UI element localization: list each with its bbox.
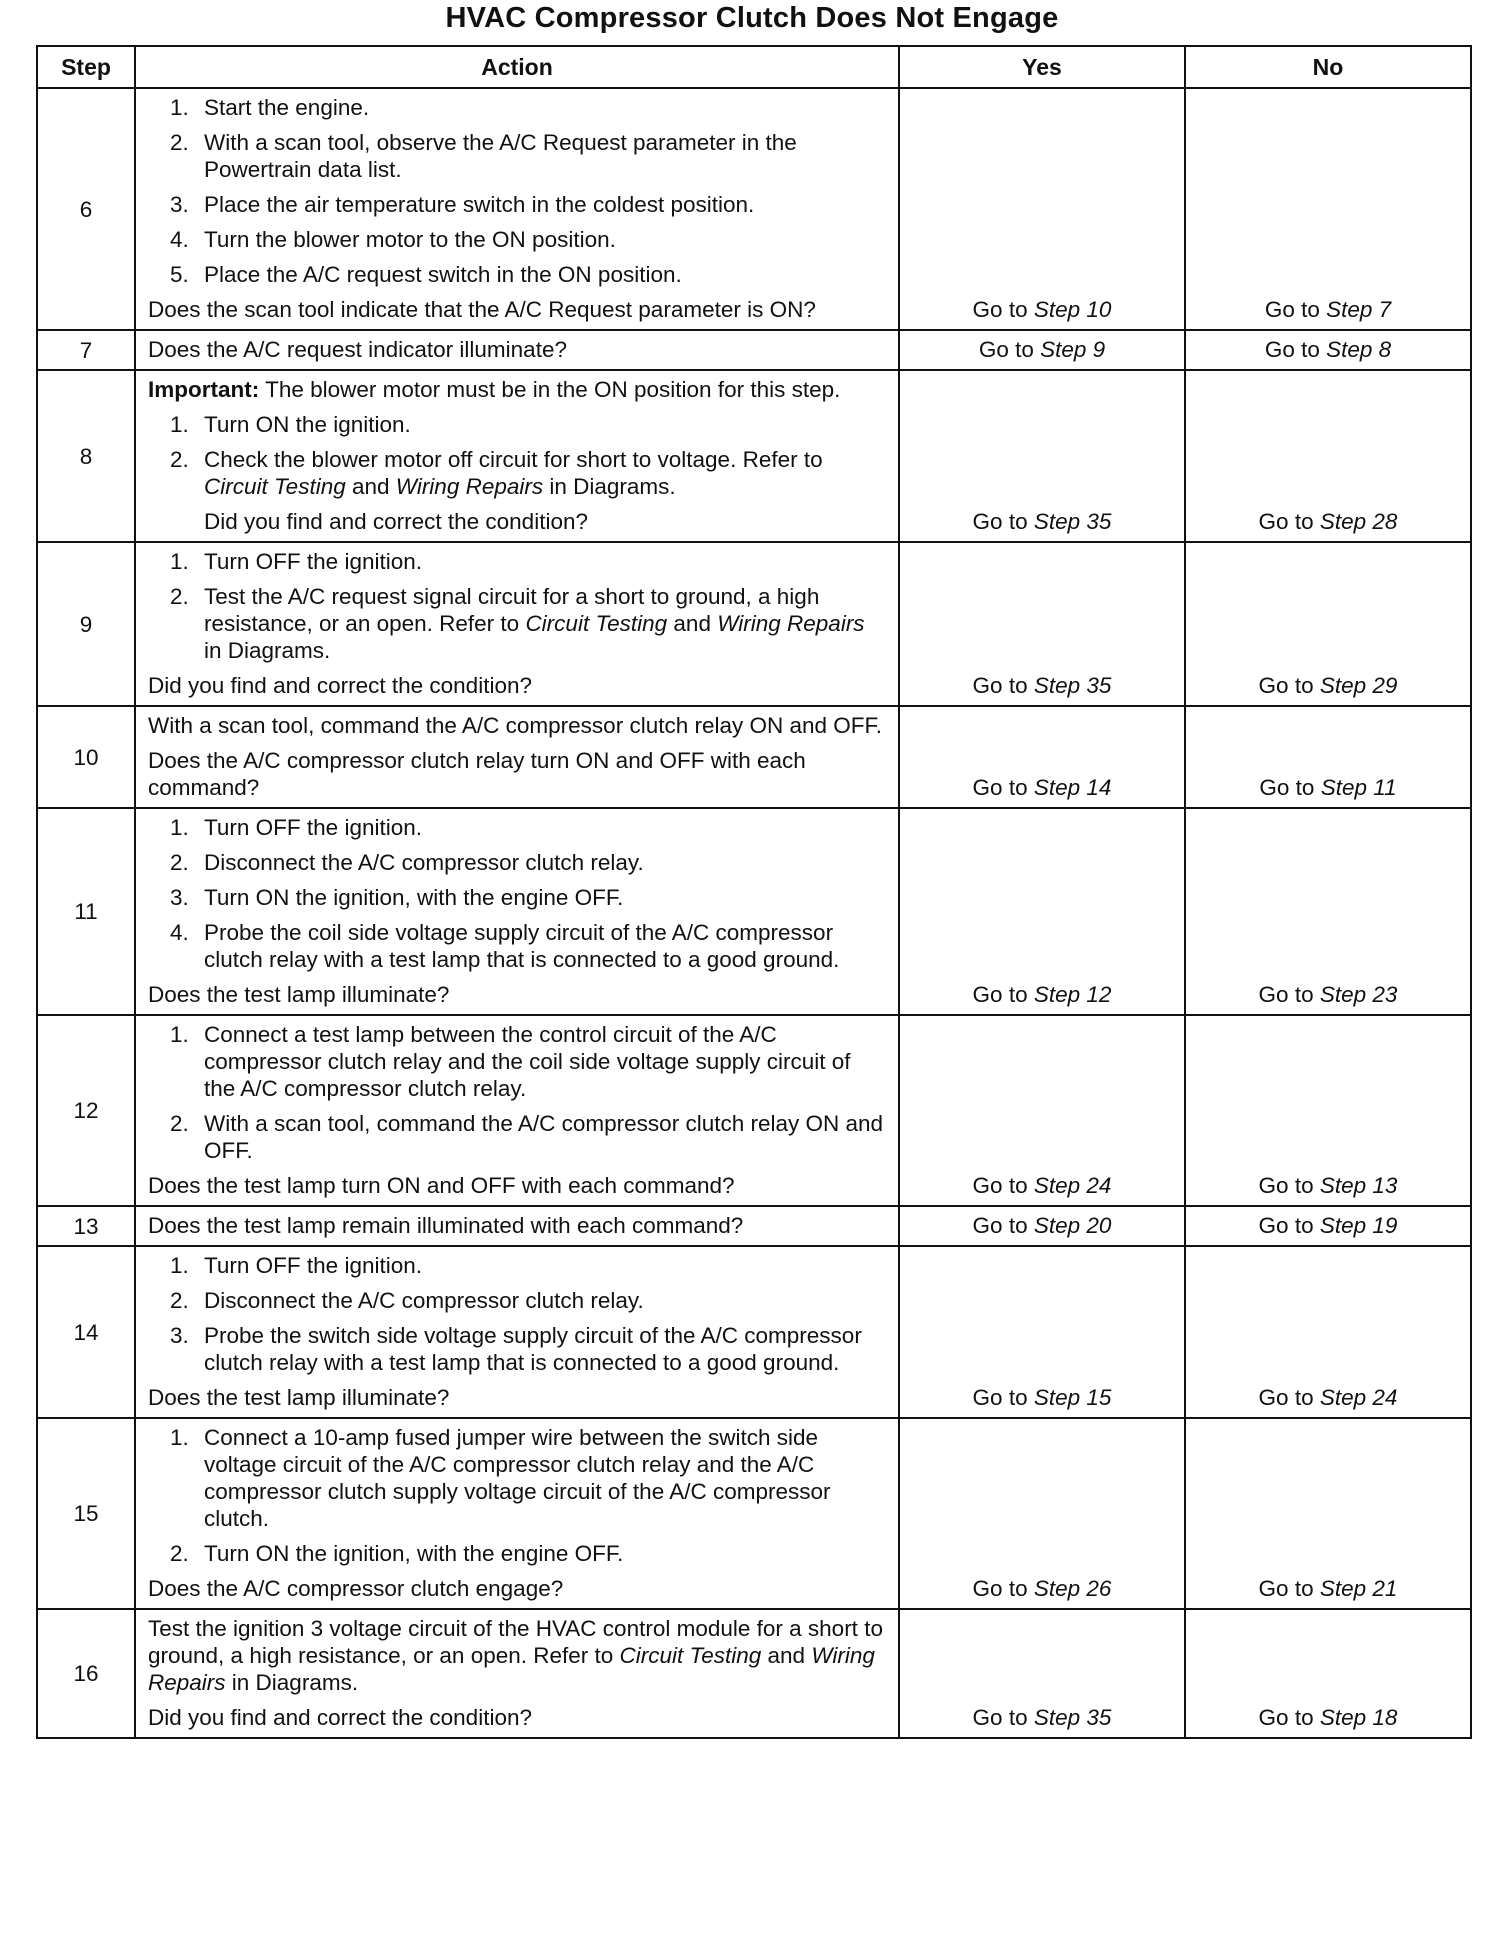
goto-label: Go to (972, 509, 1028, 534)
action-steps-list (148, 814, 888, 973)
action-cell (135, 88, 899, 330)
step-reference (1034, 982, 1112, 1007)
reference-link-text: Circuit Testing (525, 611, 668, 636)
step-target-number: 26 (1086, 1576, 1112, 1601)
text-fragment: Turn OFF the ignition. (204, 549, 423, 574)
step-reference (1320, 1385, 1398, 1410)
text-fragment: Probe the switch side voltage supply circuit of the A/C compressor clutch relay with a test lamp that is connected to a good ground. (204, 1323, 862, 1375)
action-question (148, 672, 888, 699)
text-fragment: Turn OFF the ignition. (204, 815, 423, 840)
step-target-number: 20 (1086, 1213, 1112, 1238)
page-title: HVAC Compressor Clutch Does Not Engage (445, 2, 1059, 34)
text-fragment: and (761, 1643, 812, 1668)
yes-outcome (899, 370, 1185, 542)
no-outcome (1185, 88, 1471, 330)
step-word: Step (1033, 297, 1081, 322)
list-item-number: 4. (170, 920, 189, 945)
text-fragment: in Diagrams. (204, 638, 331, 663)
text-fragment: Does the A/C compressor clutch relay turn ON and OFF with each command? (148, 748, 806, 800)
yes-outcome (899, 1015, 1185, 1206)
text-fragment: Does the A/C compressor clutch engage? (148, 1576, 564, 1601)
action-steps-list (148, 1021, 888, 1164)
step-target-number: 13 (1372, 1173, 1398, 1198)
list-item (148, 919, 888, 973)
text-fragment: Place the A/C request switch in the ON position. (204, 262, 682, 287)
goto-label: Go to (1258, 1173, 1314, 1198)
step-word: Step (1320, 775, 1367, 800)
step-target-number: 18 (1372, 1705, 1398, 1730)
list-item-number: 2. (170, 130, 189, 155)
action-cell (135, 706, 899, 808)
no-outcome (1185, 1246, 1471, 1418)
step-number: 13 (37, 1206, 135, 1246)
table-body (37, 88, 1471, 1738)
action-cell (135, 1418, 899, 1609)
reference-link-text: Circuit Testing (619, 1643, 762, 1668)
step-target-number: 35 (1086, 509, 1112, 534)
step-word: Step (1326, 337, 1373, 362)
text-fragment: Turn ON the ignition. (204, 412, 411, 437)
goto-label: Go to (1258, 1385, 1314, 1410)
table-row (37, 88, 1471, 330)
step-reference (1034, 297, 1112, 322)
text-fragment: With a scan tool, observe the A/C Request parameter in the Powertrain data list. (204, 130, 797, 182)
step-reference (1321, 775, 1397, 800)
table-row (37, 370, 1471, 542)
reference-link-text: Wiring Repairs (148, 1643, 875, 1695)
action-steps-list (148, 411, 888, 500)
no-outcome (1185, 542, 1471, 706)
step-number: 9 (37, 542, 135, 706)
step-reference (1326, 297, 1391, 322)
list-item-number: 2. (170, 447, 189, 472)
text-fragment: Does the scan tool indicate that the A/C Request parameter is ON? (148, 297, 816, 322)
list-item-number: 1. (170, 549, 189, 574)
no-outcome (1185, 1206, 1471, 1246)
action-steps-list (148, 548, 888, 664)
list-item-number: 5. (170, 262, 189, 287)
header-yes: Yes (899, 46, 1185, 88)
action-cell (135, 1015, 899, 1206)
step-reference (1320, 509, 1398, 534)
goto-label: Go to (972, 1213, 1028, 1238)
list-item-number: 3. (170, 1323, 189, 1348)
action-cell (135, 1246, 899, 1418)
text-fragment: Connect a 10-amp fused jumper wire between the switch side voltage circuit of the A/C compressor clutch relay and the A/C compressor clutch supply voltage circuit of the A/C compressor clutch. (204, 1425, 831, 1531)
goto-label: Go to (1258, 982, 1314, 1007)
step-reference (1040, 337, 1105, 362)
step-reference (1320, 1576, 1398, 1601)
step-reference (1320, 1705, 1398, 1730)
step-number: 10 (37, 706, 135, 808)
step-target-number: 10 (1086, 297, 1112, 322)
yes-outcome (899, 330, 1185, 370)
step-target-number: 8 (1378, 337, 1392, 362)
list-item-number: 2. (170, 584, 189, 609)
text-fragment: Check the blower motor off circuit for short to voltage. Refer to (204, 447, 823, 472)
step-target-number: 35 (1086, 1705, 1112, 1730)
step-number: 11 (37, 808, 135, 1015)
no-outcome (1185, 1015, 1471, 1206)
step-target-number: 35 (1086, 673, 1112, 698)
yes-outcome (899, 1246, 1185, 1418)
table-row (37, 1206, 1471, 1246)
list-item-number: 1. (170, 1253, 189, 1278)
text-fragment: Start the engine. (204, 95, 370, 120)
header-no: No (1185, 46, 1471, 88)
text-fragment: Does the A/C request indicator illuminate? (148, 337, 567, 362)
goto-label: Go to (978, 337, 1034, 362)
list-item (148, 1110, 888, 1164)
list-item (148, 548, 888, 575)
text-fragment: Does the test lamp illuminate? (148, 982, 450, 1007)
text-fragment: With a scan tool, command the A/C compressor clutch relay ON and OFF. (204, 1111, 884, 1163)
step-reference (1034, 1705, 1112, 1730)
action-cell (135, 808, 899, 1015)
yes-outcome (899, 1418, 1185, 1609)
goto-label: Go to (1258, 1213, 1314, 1238)
step-word: Step (1319, 1385, 1367, 1410)
reference-link-text: Wiring Repairs (395, 474, 544, 499)
action-question (148, 981, 888, 1008)
step-word: Step (1033, 1576, 1081, 1601)
goto-label: Go to (972, 982, 1028, 1007)
step-target-number: 29 (1372, 673, 1398, 698)
text-fragment: Did you find and correct the condition? (148, 1705, 532, 1730)
action-question (148, 1704, 888, 1731)
header-step: Step (37, 46, 135, 88)
step-word: Step (1319, 1705, 1367, 1730)
table-row (37, 808, 1471, 1015)
no-outcome (1185, 370, 1471, 542)
no-outcome (1185, 1418, 1471, 1609)
important-text: The blower motor must be in the ON position for this step. (265, 377, 841, 402)
step-word: Step (1033, 982, 1081, 1007)
table-row (37, 542, 1471, 706)
no-outcome (1185, 330, 1471, 370)
step-target-number: 15 (1086, 1385, 1112, 1410)
action-question (148, 1384, 888, 1411)
header-action: Action (135, 46, 899, 88)
step-reference (1320, 1173, 1398, 1198)
list-item-number: 3. (170, 192, 189, 217)
text-fragment: and (667, 611, 718, 636)
yes-outcome (899, 88, 1185, 330)
list-item-number: 4. (170, 227, 189, 252)
step-reference (1034, 1213, 1112, 1238)
list-item (148, 226, 888, 253)
step-reference (1034, 509, 1112, 534)
action-steps-list (148, 1252, 888, 1376)
text-fragment: Turn OFF the ignition. (204, 1253, 423, 1278)
yes-outcome (899, 1609, 1185, 1738)
table-row (37, 1418, 1471, 1609)
step-word: Step (1326, 297, 1373, 322)
step-word: Step (1319, 1576, 1367, 1601)
yes-outcome (899, 808, 1185, 1015)
yes-outcome (899, 706, 1185, 808)
step-number: 8 (37, 370, 135, 542)
step-target-number: 12 (1086, 982, 1112, 1007)
step-target-number: 24 (1372, 1385, 1398, 1410)
step-word: Step (1319, 509, 1367, 534)
goto-label: Go to (1258, 1705, 1314, 1730)
text-fragment: in Diagrams. (543, 474, 676, 499)
step-word: Step (1033, 1173, 1081, 1198)
step-word: Step (1319, 1173, 1367, 1198)
step-number: 14 (37, 1246, 135, 1418)
action-steps-list (148, 94, 888, 288)
step-target-number: 23 (1372, 982, 1398, 1007)
list-item (148, 884, 888, 911)
text-fragment: Does the test lamp remain illuminated with each command? (148, 1213, 744, 1238)
no-outcome (1185, 808, 1471, 1015)
action-question (148, 336, 888, 363)
step-target-number: 21 (1372, 1576, 1398, 1601)
step-reference (1320, 1213, 1398, 1238)
text-fragment: Disconnect the A/C compressor clutch relay. (204, 1288, 644, 1313)
list-item (148, 1540, 888, 1567)
action-steps-list (148, 1424, 888, 1567)
step-number: 15 (37, 1418, 135, 1609)
no-outcome (1185, 1609, 1471, 1738)
goto-label: Go to (1258, 1576, 1314, 1601)
list-item (148, 261, 888, 288)
list-item (148, 1021, 888, 1102)
step-word: Step (1033, 673, 1081, 698)
step-reference (1320, 673, 1398, 698)
goto-label: Go to (1264, 337, 1320, 362)
text-fragment: Did you find and correct the condition? (204, 509, 588, 534)
step-reference (1034, 775, 1112, 800)
step-word: Step (1319, 982, 1367, 1007)
action-cell (135, 1206, 899, 1246)
yes-outcome (899, 1206, 1185, 1246)
list-item (148, 191, 888, 218)
goto-label: Go to (1259, 775, 1315, 800)
text-fragment: Turn ON the ignition, with the engine OFF. (204, 1541, 624, 1566)
reference-link-text: Circuit Testing (204, 474, 346, 499)
goto-label: Go to (1258, 509, 1314, 534)
step-number: 16 (37, 1609, 135, 1738)
action-question (148, 1575, 888, 1602)
step-reference (1320, 982, 1398, 1007)
action-paragraph (148, 712, 888, 739)
action-question (148, 296, 888, 323)
text-fragment: and (345, 474, 396, 499)
step-target-number: 9 (1092, 337, 1106, 362)
action-question (148, 508, 888, 535)
text-fragment: Does the test lamp turn ON and OFF with each command? (148, 1173, 735, 1198)
goto-label: Go to (972, 673, 1028, 698)
action-paragraph (148, 1615, 888, 1696)
action-question (148, 1212, 888, 1239)
step-target-number: 19 (1372, 1213, 1398, 1238)
table-row (37, 1609, 1471, 1738)
goto-label: Go to (1264, 297, 1320, 322)
list-item (148, 94, 888, 121)
text-fragment: Did you find and correct the condition? (148, 673, 532, 698)
step-reference (1034, 1576, 1112, 1601)
text-fragment: Disconnect the A/C compressor clutch relay. (204, 850, 644, 875)
list-item-number: 2. (170, 1288, 189, 1313)
step-reference (1034, 1385, 1112, 1410)
step-target-number: 11 (1373, 775, 1397, 800)
list-item (148, 1322, 888, 1376)
reference-link-text: Wiring Repairs (717, 611, 865, 636)
list-item-number: 1. (170, 95, 189, 120)
step-word: Step (1033, 1385, 1081, 1410)
text-fragment: Place the air temperature switch in the coldest position. (204, 192, 755, 217)
important-label: Important: (148, 377, 260, 402)
list-item (148, 814, 888, 841)
step-number: 7 (37, 330, 135, 370)
step-word: Step (1033, 775, 1081, 800)
step-number: 12 (37, 1015, 135, 1206)
step-word: Step (1319, 673, 1367, 698)
table-row (37, 1015, 1471, 1206)
list-item-number: 2. (170, 850, 189, 875)
goto-label: Go to (972, 1705, 1028, 1730)
step-word: Step (1319, 1213, 1367, 1238)
text-fragment: in Diagrams. (225, 1670, 359, 1695)
table-row (37, 330, 1471, 370)
text-fragment: Does the test lamp illuminate? (148, 1385, 450, 1410)
step-word: Step (1033, 1705, 1081, 1730)
text-fragment: Probe the coil side voltage supply circuit of the A/C compressor clutch relay with a test lamp that is connected to a good ground. (204, 920, 840, 972)
text-fragment: Test the A/C request signal circuit for a short to ground, a high resistance, or an open. Refer to (204, 584, 820, 636)
text-fragment: Test the ignition 3 voltage circuit of the HVAC control module for a short to ground, a high resistance, or an open. Refer to (148, 1616, 883, 1668)
list-item-number: 1. (170, 815, 189, 840)
step-target-number: 14 (1086, 775, 1112, 800)
goto-label: Go to (972, 775, 1028, 800)
table-row (37, 706, 1471, 808)
list-item-number: 1. (170, 1022, 189, 1047)
goto-label: Go to (972, 297, 1028, 322)
no-outcome (1185, 706, 1471, 808)
step-number: 6 (37, 88, 135, 330)
list-item (148, 411, 888, 438)
list-item-number: 1. (170, 412, 189, 437)
step-target-number: 28 (1372, 509, 1398, 534)
list-item (148, 583, 888, 664)
list-item (148, 1424, 888, 1532)
list-item (148, 849, 888, 876)
table-row (37, 1246, 1471, 1418)
text-fragment: Turn the blower motor to the ON position. (204, 227, 616, 252)
step-reference (1034, 673, 1112, 698)
diagnostic-table (36, 45, 1472, 1739)
text-fragment: With a scan tool, command the A/C compressor clutch relay ON and OFF. (148, 713, 883, 738)
yes-outcome (899, 542, 1185, 706)
action-cell (135, 1609, 899, 1738)
action-cell (135, 542, 899, 706)
action-question (148, 1172, 888, 1199)
action-cell (135, 330, 899, 370)
list-item-number: 2. (170, 1541, 189, 1566)
action-cell (135, 370, 899, 542)
goto-label: Go to (972, 1576, 1028, 1601)
list-item-number: 2. (170, 1111, 189, 1136)
step-reference (1034, 1173, 1112, 1198)
action-question (148, 747, 888, 801)
goto-label: Go to (1258, 673, 1314, 698)
step-word: Step (1040, 337, 1087, 362)
list-item-number: 1. (170, 1425, 189, 1450)
text-fragment: Turn ON the ignition, with the engine OFF. (204, 885, 624, 910)
list-item-number: 3. (170, 885, 189, 910)
goto-label: Go to (972, 1173, 1028, 1198)
important-note (148, 376, 888, 403)
list-item (148, 1252, 888, 1279)
text-fragment: Connect a test lamp between the control circuit of the A/C compressor clutch relay and the coil side voltage supply circuit of the A/C compressor clutch relay. (204, 1022, 851, 1101)
table-header-row (37, 46, 1471, 88)
step-reference (1326, 337, 1391, 362)
list-item (148, 1287, 888, 1314)
list-item (148, 129, 888, 183)
step-target-number: 24 (1086, 1173, 1112, 1198)
list-item (148, 446, 888, 500)
step-word: Step (1033, 509, 1081, 534)
step-word: Step (1033, 1213, 1081, 1238)
step-target-number: 7 (1378, 297, 1392, 322)
goto-label: Go to (972, 1385, 1028, 1410)
